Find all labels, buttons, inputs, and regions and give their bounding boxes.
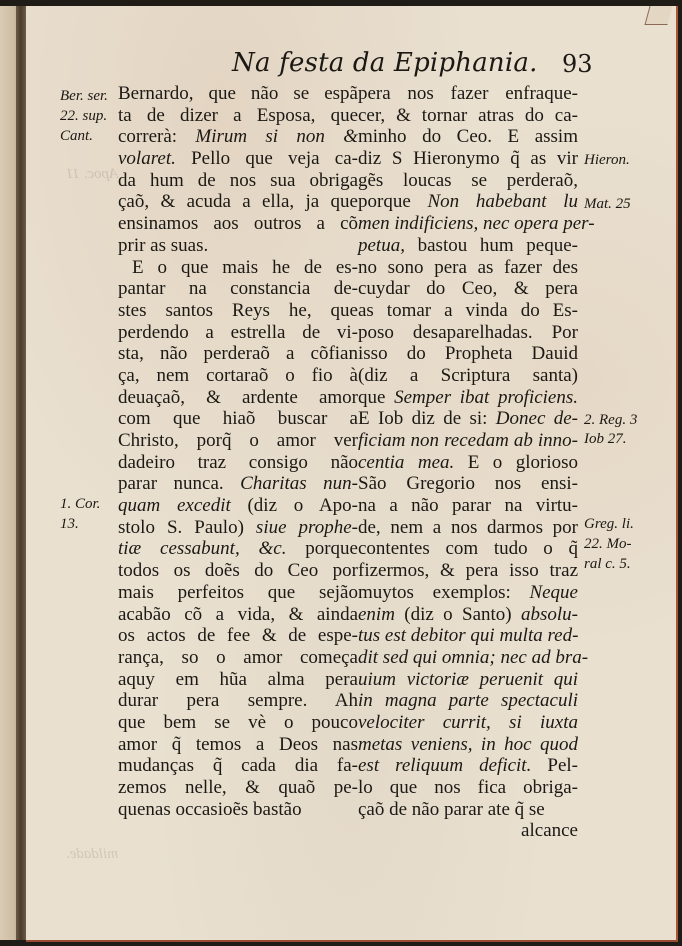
text-line: São Gregorio nos ensi- (358, 473, 578, 495)
text-line: cer, & tornar atras do ca- (358, 104, 578, 126)
text-line: petua, bastou hum peque- (358, 234, 578, 256)
margin-note-corinthians: 1. Cor. 13. (60, 496, 101, 532)
text-line: diz S Hieronymo q̃ as vir (358, 148, 578, 170)
latin-quote: velociter currit, si iuxta (358, 711, 578, 733)
margin-note-gregory: Greg. li. 22. Mo- ral c. 5. (584, 516, 634, 572)
text-line: correrà: Mirum si non & (118, 126, 358, 148)
text-line (358, 213, 595, 235)
text-line: ça, nem cortaraõ o fio à (118, 364, 358, 386)
latin-quote: metas veniens, in hoc quod (358, 733, 578, 755)
page-number: 93 (562, 50, 593, 78)
folded-corner (644, 6, 672, 25)
text-line: dadeiro traz consigo não (118, 451, 358, 473)
latin-quote: centia mea. (358, 451, 455, 473)
text-line: aquy em hũa alma pera (118, 668, 358, 690)
latin-quote: enim (358, 603, 395, 625)
text-line: volaret. Pello que veja ca- (118, 148, 358, 170)
text-line: na a não parar na virtu- (358, 495, 578, 517)
text-line: prir as suas. (118, 234, 209, 256)
text-line: de, nem a nos darmos por (358, 516, 578, 538)
text-line: ensinamos aos outros a cõ (118, 213, 358, 235)
text-line: E o que mais he de es- (132, 256, 358, 278)
latin-quote: dit sed qui omnia; nec ad bra- (358, 646, 589, 668)
text-line: çaõ, & acuda a ella, ja que (118, 191, 358, 213)
latin-quote: in magna parte spectaculi (358, 690, 578, 712)
text-line (358, 646, 589, 669)
text-line: E Iob diz de si: Donec de- (358, 408, 578, 430)
text-line (358, 669, 578, 691)
text-line: mais perfeitos que sejão (118, 581, 358, 603)
text-line: que bem se vè o pouco (118, 711, 358, 733)
text-line: poso desaparelhadas. Por (358, 321, 578, 343)
text-line: stes santos Reys he, que (118, 299, 358, 321)
margin-note-reg-job: 2. Reg. 3 Iob 27. (584, 412, 638, 447)
text-line: zemos nelle, & quaõ pe- (118, 777, 358, 798)
text-line: minho do Ceo. E assim (358, 126, 578, 148)
book-page (26, 6, 678, 942)
latin-quote: Charitas nun- (240, 473, 358, 495)
latin-quote: Donec de- (495, 408, 578, 430)
text-line: mudanças q̃ cada dia fa- (118, 755, 358, 777)
page-header (26, 48, 676, 88)
text-line: que Semper ibat proficiens. (358, 386, 579, 408)
text-line: tiæ cessabunt, &c. porque (118, 538, 358, 560)
show-through-text: Apoc. 11 (66, 166, 119, 182)
latin-quote: siue prophe- (255, 516, 358, 538)
latin-quote: Neque (529, 581, 578, 603)
text-line: as tomar a vinda do Es- (358, 299, 578, 321)
text-line: durar pera sempre. Ah (118, 690, 358, 712)
text-line: acabão cõ a vida, & ainda (118, 603, 358, 625)
right-text-column (358, 83, 595, 842)
latin-quote: men indificiens, nec opera per- (358, 213, 595, 235)
text-line (358, 430, 578, 452)
text-line: cuydar do Ceo, & pera (358, 278, 578, 300)
left-text-column (118, 83, 358, 820)
margin-note-bernard: Ber. ser. 22. sup. Cant. (60, 88, 108, 144)
text-line: (diz a Scriptura santa) (358, 364, 578, 386)
text-line: os actos de fee & de espe- (118, 625, 358, 647)
text-line: Bernardo, que não se espã (118, 83, 358, 104)
text-line: fizermos, & pera isso traz (358, 560, 578, 582)
text-line: stolo S. Paulo) siue prophe- (118, 516, 358, 538)
catchword: alcance (521, 820, 578, 842)
latin-quote: absolu- (521, 603, 578, 625)
text-line: perdendo a estrella de vi- (118, 321, 358, 343)
latin-quote: Semper ibat proficiens. (394, 386, 579, 408)
text-line: sta, não perderaõ a cõfian (118, 343, 358, 365)
latin-quote: est reliquum deficit. (358, 755, 532, 777)
text-line: amor q̃ temos a Deos nas (118, 733, 358, 755)
text-line: quam excedit (diz o Apo- (118, 495, 358, 517)
text-line: enim (diz o Santo) absolu- (358, 603, 578, 625)
text-line: çaõ de não parar ate q̃ se (358, 798, 545, 820)
latin-quote: volaret. (118, 148, 176, 170)
text-line (358, 734, 578, 756)
margin-note-matthew: Mat. 25 (584, 196, 631, 212)
show-through-text: mildade. (66, 846, 119, 862)
latin-quote: Mirum si non & (195, 126, 358, 148)
text-line: porque Non habebant lu (358, 191, 578, 213)
latin-quote: tus est debitor qui multa red- (358, 625, 579, 647)
text-line: est reliquum deficit. Pel- (358, 755, 578, 777)
text-line: no sono pera as fazer des (358, 256, 578, 278)
text-line (358, 712, 578, 734)
text-line: pantar na constancia de- (118, 278, 358, 300)
text-line: rança, so o amor começa (118, 646, 358, 668)
text-line: deuaçaõ, & ardente amor (118, 386, 358, 408)
text-line: gẽs loucas se perderaõ, (358, 169, 578, 191)
text-line: todos os doẽs do Ceo por (118, 560, 358, 582)
latin-quote: petua, (358, 234, 405, 256)
latin-quote: quam excedit (118, 495, 231, 517)
margin-note-hieronymus: Hieron. (584, 152, 630, 168)
text-line: isso do Propheta Dauid (358, 343, 578, 365)
latin-quote: Non habebant lu (427, 191, 578, 213)
text-line: ta de dizer a Esposa, que (118, 104, 358, 126)
text-line (358, 625, 578, 647)
text-line: parar nunca. Charitas nun- (118, 473, 358, 495)
running-title: Na festa da Epiphania. (232, 48, 538, 78)
text-line: da hum de nos sua obriga (118, 169, 358, 191)
text-line: com que hiaõ buscar a (118, 408, 358, 430)
text-line: quenas occasioẽs bastão (118, 798, 302, 820)
latin-quote: tiæ cessabunt, &c. (118, 538, 287, 560)
latin-quote: ficiam non recedam ab inno- (358, 430, 578, 451)
text-line: muytos exemplos: Neque (358, 581, 578, 603)
text-line: contentes com tudo o q̃ (358, 538, 578, 560)
latin-quote: uium victoriæ peruenit qui (358, 668, 578, 690)
text-line: pera nos fazer enfraque- (358, 83, 578, 104)
text-line (358, 690, 578, 712)
text-line: lo que nos fica obriga- (358, 777, 578, 798)
text-line: Christo, porq̃ o amor ver (118, 430, 358, 451)
text-line: centia mea. E o glorioso (358, 451, 579, 473)
